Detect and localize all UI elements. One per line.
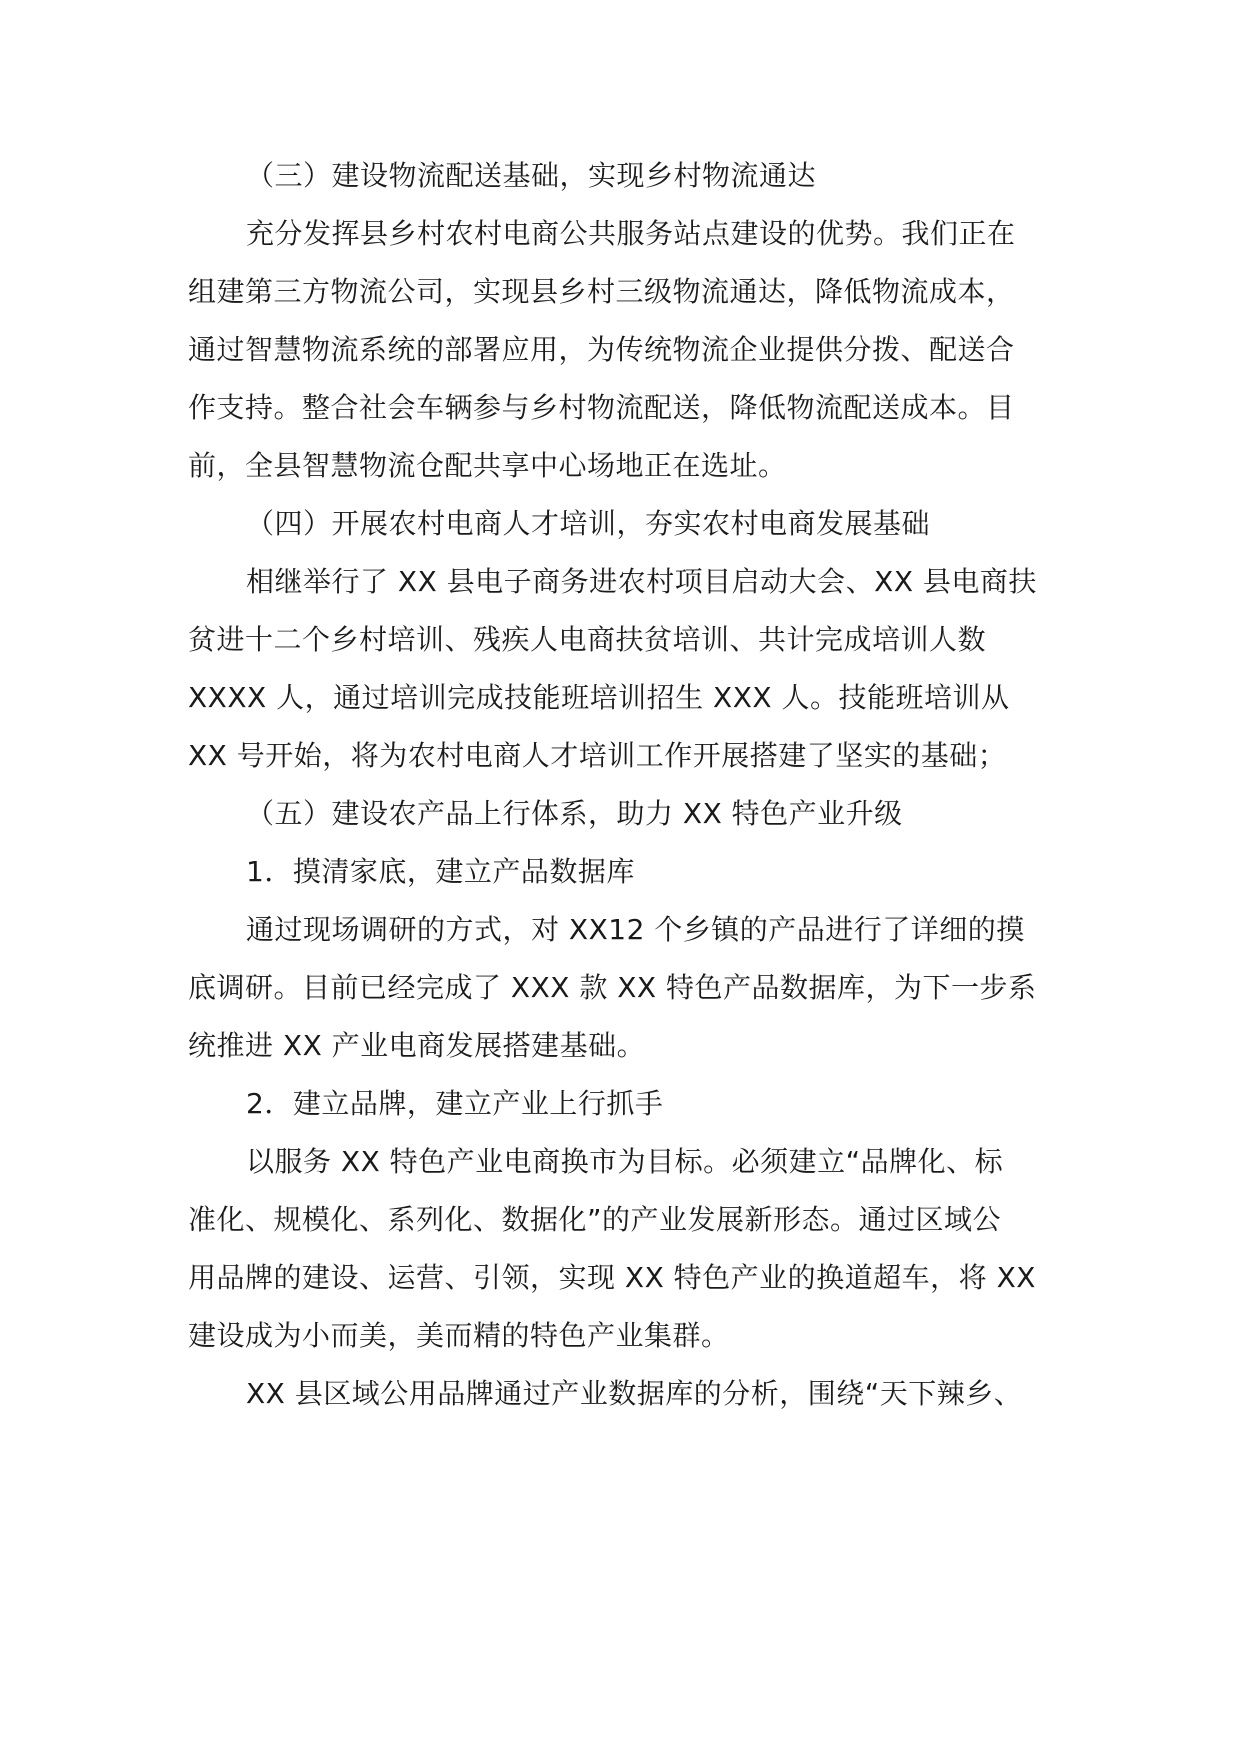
- paragraph-line: 相继举行了 XX 县电子商务进农村项目启动大会、XX 县电商扶: [246, 565, 1037, 598]
- paragraph-line: 底调研。目前已经完成了 XXX 款 XX 特色产品数据库，为下一步系: [188, 971, 1037, 1004]
- paragraph-line: 通过现场调研的方式，对 XX12 个乡镇的产品进行了详细的摸: [246, 913, 1025, 946]
- paragraph-line: 充分发挥县乡村农村电商公共服务站点建设的优势。我们正在: [246, 217, 1016, 250]
- paragraph-line: XX 县区域公用品牌通过产业数据库的分析，围绕“天下辣乡、: [246, 1377, 1023, 1410]
- section-heading-3: （三）建设物流配送基础，实现乡村物流通达: [246, 159, 817, 192]
- section-heading-4: （四）开展农村电商人才培训，夯实农村电商发展基础: [246, 507, 931, 540]
- section-heading-5: （五）建设农产品上行体系，助力 XX 特色产业升级: [246, 797, 903, 830]
- paragraph-line: 作支持。整合社会车辆参与乡村物流配送，降低物流配送成本。目: [188, 391, 1015, 424]
- paragraph-line: 通过智慧物流系统的部署应用，为传统物流企业提供分拨、配送合: [188, 333, 1015, 366]
- paragraph-line: 前，全县智慧物流仓配共享中心场地正在选址。: [188, 449, 787, 482]
- paragraph-line: 以服务 XX 特色产业电商换市为目标。必须建立“品牌化、标: [246, 1145, 1004, 1178]
- paragraph-line: 建设成为小而美，美而精的特色产业集群。: [188, 1319, 730, 1352]
- paragraph-line: XXXX 人，通过培训完成技能班培训招生 XXX 人。技能班培训从: [188, 681, 1010, 714]
- paragraph-line: 统推进 XX 产业电商发展搭建基础。: [188, 1029, 646, 1062]
- subsection-heading-1: 1．摸清家底，建立产品数据库: [246, 855, 635, 888]
- paragraph-line: 组建第三方物流公司，实现县乡村三级物流通达，降低物流成本，: [188, 275, 1015, 308]
- paragraph-line: XX 号开始，将为农村电商人才培训工作开展搭建了坚实的基础；: [188, 739, 1007, 772]
- paragraph-line: 准化、规模化、系列化、数据化”的产业发展新形态。通过区域公: [188, 1203, 1002, 1236]
- subsection-heading-2: 2．建立品牌，建立产业上行抓手: [246, 1087, 664, 1120]
- paragraph-line: 贫进十二个乡村培训、残疾人电商扶贫培训、共计完成培训人数: [188, 623, 987, 656]
- paragraph-line: 用品牌的建设、运营、引领，实现 XX 特色产业的换道超车，将 XX: [188, 1261, 1036, 1294]
